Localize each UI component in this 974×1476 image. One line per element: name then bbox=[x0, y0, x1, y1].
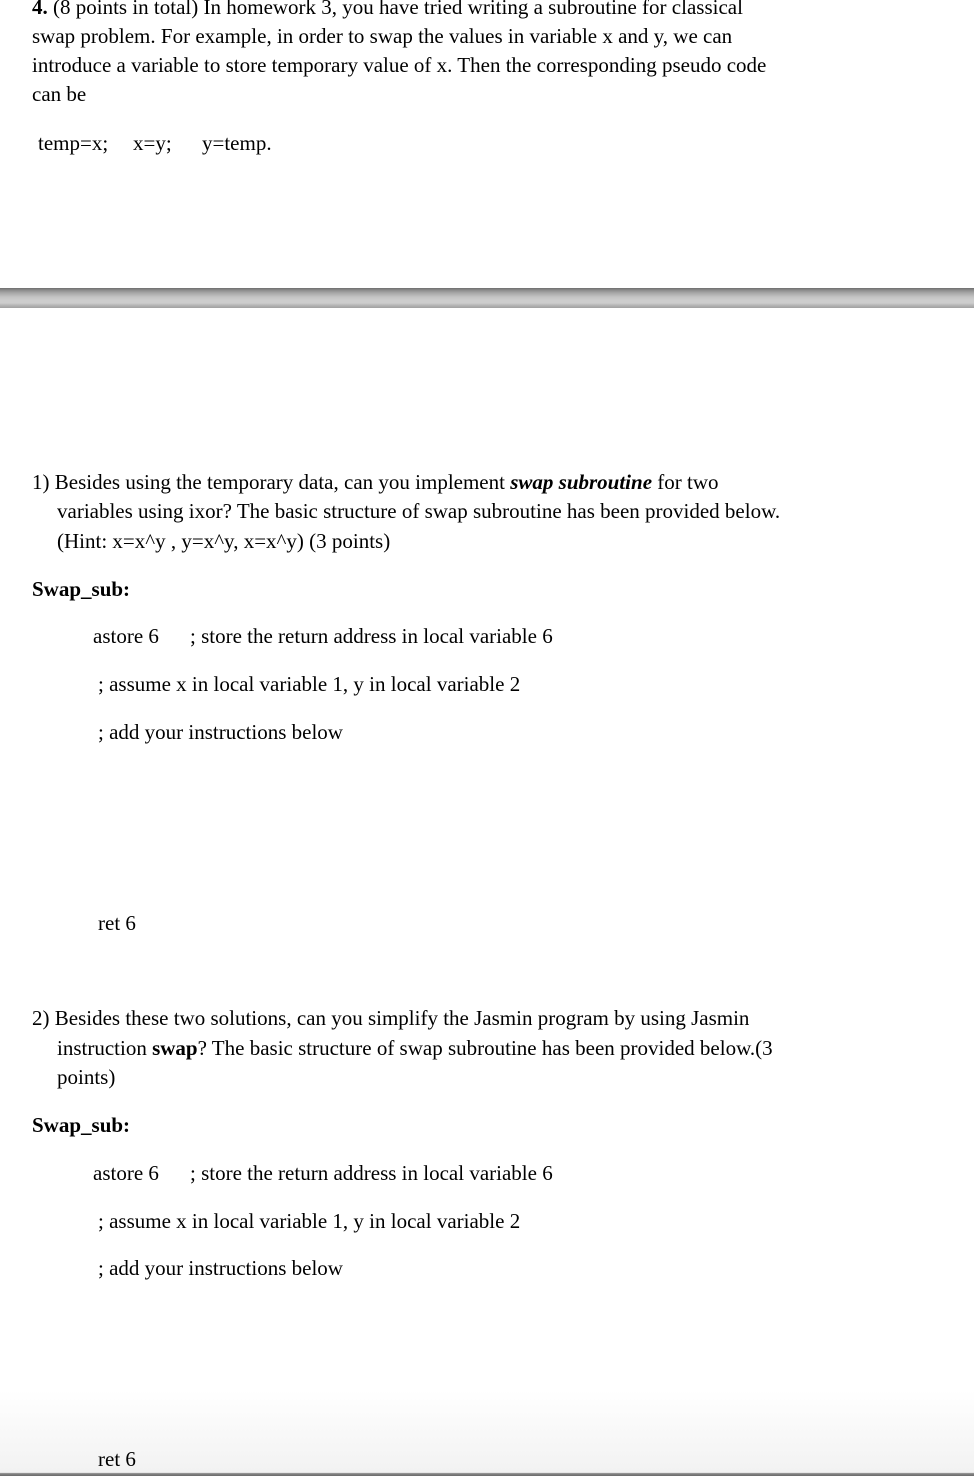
intro-line-3: introduce a variable to store temporary value of x. Then the corresponding pseudo code bbox=[32, 53, 767, 77]
question-number: 4. bbox=[32, 0, 48, 19]
part2-emphasis: swap bbox=[152, 1036, 198, 1060]
question-heading: 4. (8 points in total) In homework 3, you have tried writing a subroutine for classical bbox=[32, 0, 743, 22]
part1-assume-comment: ; assume x in local variable 1, y in local variable 2 bbox=[98, 672, 521, 696]
part2-add-comment: ; add your instructions below bbox=[98, 1256, 343, 1280]
part1-emphasis: swap subroutine bbox=[510, 470, 653, 494]
intro-line-2: swap problem. For example, in order to swap the values in variable x and y, we can bbox=[32, 24, 733, 48]
part2-line-2: instruction swap? The basic structure of swap subroutine has been provided below.(3 bbox=[57, 1036, 773, 1060]
part1-astore: astore 6 bbox=[93, 624, 159, 648]
part1-line-1: 1) Besides using the temporary data, can you implement swap subroutine for two bbox=[32, 470, 719, 494]
pseudo-code-x: x=y; bbox=[133, 131, 172, 155]
intro-line-4: can be bbox=[32, 82, 87, 106]
part1-add-comment: ; add your instructions below bbox=[98, 720, 343, 744]
part2-line-3: points) bbox=[57, 1065, 116, 1089]
part2-label: Swap_sub: bbox=[32, 1113, 131, 1137]
bottom-scroll-fade bbox=[0, 1390, 974, 1476]
pseudo-code-temp: temp=x; bbox=[38, 131, 109, 155]
part1-line-2: variables using ixor? The basic structure of swap subroutine has been provided below. bbox=[57, 499, 781, 523]
part1-label: Swap_sub: bbox=[32, 577, 131, 601]
pseudo-code-y: y=temp. bbox=[202, 131, 272, 155]
part2-ret: ret 6 bbox=[98, 1447, 136, 1471]
part2-astore: astore 6 bbox=[93, 1161, 159, 1185]
part1-ret: ret 6 bbox=[98, 911, 136, 935]
page-break-divider bbox=[0, 288, 974, 308]
part1-astore-comment: ; store the return address in local variable 6 bbox=[190, 624, 553, 648]
part2-line-1: 2) Besides these two solutions, can you simplify the Jasmin program by using Jasmin bbox=[32, 1006, 750, 1030]
part2-astore-comment: ; store the return address in local variable 6 bbox=[190, 1161, 553, 1185]
part1-hint: (Hint: x=x^y , y=x^y, x=x^y) (3 points) bbox=[57, 529, 391, 553]
part2-assume-comment: ; assume x in local variable 1, y in local variable 2 bbox=[98, 1209, 521, 1233]
